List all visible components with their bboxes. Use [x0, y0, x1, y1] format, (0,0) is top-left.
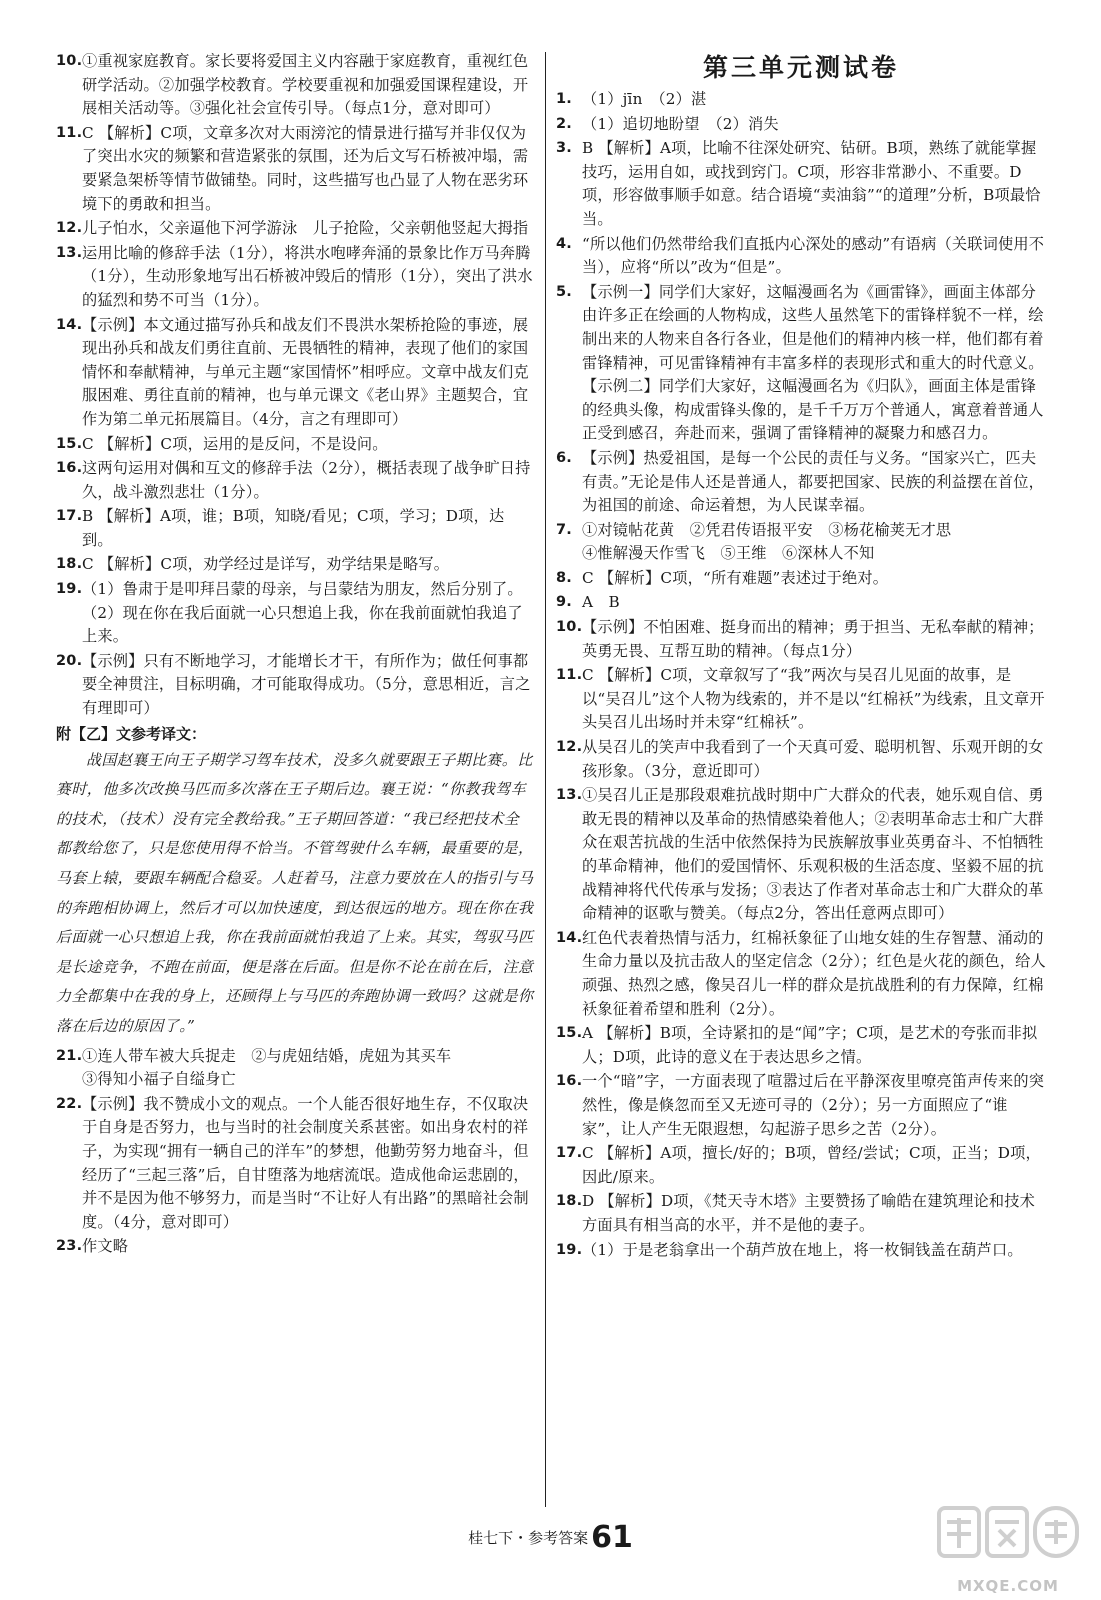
answer-number: 12.	[556, 739, 583, 756]
answer-text: ①对镜帖花黄 ②凭君传语报平安 ③杨花榆荚无才思	[582, 520, 952, 539]
answer-item	[556, 1070, 1046, 1141]
answer-text: 【示例】我不赞成小文的观点。一个人能否很好地生存，不仅取决于自身是否努力，也与当时的社会制度关系甚密。如出身农村的祥子，为实现“拥有一辆自己的洋车”的梦想，他勤劳努力地奋斗，但经历了“三起三落”后，自甘堕落为地痞流氓。造成他命运悲剧的，并不是因为他不够努力，而是当时“不让好人有出路”的黑暗社会制度。（4分，意对即可）	[82, 1094, 529, 1231]
answer-text: B 【解析】A项，比喻不往深处研究、钻研。B项，熟练了就能掌握技巧，运用自如，或找到窍门。C项，形容非常渺小、不重要。D项，形容做事顺手如意。结合语境“卖油翁”“的道理”分析，B项最恰当。	[582, 139, 1041, 228]
answer-number: 1.	[556, 91, 572, 107]
answer-item	[556, 927, 1046, 1021]
answer-text: 红色代表着热情与活力，红棉袄象征了山地女娃的生存智慧、涌动的生命力量以及抗击敌人的坚定信念（2分）；红色是火花的颜色，给人顽强、热烈之感，像吴召儿一样的群众是抗战胜利的有力保障，红棉袄象征着希望和胜利（2分）。	[582, 928, 1046, 1018]
answer-item	[556, 784, 1046, 926]
answer-item	[56, 122, 534, 216]
answer-number: 12.	[56, 220, 83, 237]
page-number: 61	[591, 1520, 633, 1555]
answer-item	[56, 217, 534, 241]
answer-text: ①吴召儿正是那段艰难抗战时期中广大群众的代表，她乐观自信、勇敢无畏的精神以及革命的热情感染着他人；②表明革命志士和广大群众在艰苦抗战的生活中依然保持为民族解放事业英勇奋斗、不怕牺牲的革命精神，他们的爱国情怀、乐观积极的生活态度、坚毅不屈的抗战精神将代代传承与发扬；③表达了作者对革命志士和广大群众的革命精神的讴歌与赞美。（每点2分，答出任意两点即可）	[582, 786, 1044, 923]
answer-item	[56, 1093, 534, 1235]
answer-text: C 【解析】C项，运用的是反问，不是设问。	[82, 434, 388, 453]
appendix-translation: 战国赵襄王向王子期学习驾车技术，没多久就要跟王子期比赛。比赛时，他多次改换马匹而多次落在王子期后边。襄王说：“你教我驾车的技术，（技术）没有完全教给我。”王子期回答道：“我已经把技术全都教给您了，只是您使用得不恰当。不管驾驶什么车辆，最重要的是，马套上辕，要跟车辆配合稳妥。人赶着马，注意力要放在人的指引与马的奔跑相协调上，然后才可以加快速度，到达很远的地方。现在你在我后面就一心只想追上我，你在我前面就怕我追了上来。其实，驾驭马匹是长途竞争，不跑在前面，便是落在后面。但是你不论在前在后，注意力全都集中在我的身上，还顾得上与马匹的奔跑协调一致吗？这就是你落在后边的原因了。”	[56, 750, 534, 1035]
answer-number: 7.	[556, 521, 572, 538]
answer-text: （1）于是老翁拿出一个葫芦放在地上，将一枚铜钱盖在葫芦口。	[582, 1240, 1023, 1259]
answer-number: 3.	[556, 140, 572, 157]
answer-number: 11.	[56, 124, 83, 141]
answer-number: 21.	[56, 1047, 83, 1064]
answer-number: 16.	[556, 1073, 583, 1090]
answer-text: 【示例一】同学们大家好，这幅漫画名为《画雷锋》，画面主体部分由许多正在绘画的人物构成，这些人虽然笔下的雷锋样貌不一样，绘制出来的人物来自各行各业，但是他们的精神内核一样，他们都有着雷锋精神，可见雷锋精神有丰富多样的表现形式和重大的时代意义。	[582, 282, 1044, 372]
answer-item	[556, 281, 1046, 446]
answer-number: 20.	[56, 652, 83, 669]
answer-text: （1）追切地盼望 （2）消失	[582, 114, 779, 133]
answer-number: 10.	[56, 53, 83, 69]
answer-text: D 【解析】D项，《梵天寺木塔》主要赞扬了喻皓在建筑理论和技术方面具有相当高的水平，并不是他的妻子。	[582, 1192, 1036, 1234]
answer-number: 4.	[556, 235, 572, 252]
answer-text: 【示例】只有不断地学习，才能增长才干，有所作为；做任何事都要全神贯注，目标明确，才可能取得成功。（5分，意思相近，言之有理即可）	[82, 651, 531, 718]
answer-item	[556, 1022, 1046, 1069]
answer-item	[556, 1239, 1046, 1263]
answer-text: 【示例】不怕困难、挺身而出的精神；勇于担当、无私奉献的精神；英勇无畏、互帮互助的精神。（每点1分）	[582, 618, 1044, 660]
answer-number: 14.	[56, 316, 83, 333]
answer-number: 16.	[56, 460, 83, 477]
answer-number: 10.	[556, 619, 583, 636]
answer-number: 9.	[556, 594, 572, 611]
answer-number: 17.	[56, 508, 83, 525]
answer-item	[556, 736, 1046, 783]
answer-text: 【示例】热爱祖国，是每一个公民的责任与义务。“国家兴亡，匹夫有责。”无论是伟人还是普通人，都要把国家、民族的利益摆在首位，为祖国的前途、命运着想，为人民谋幸福。	[582, 448, 1044, 515]
answer-text: C 【解析】C项，文章叙写了“我”两次与吴召儿见面的故事，是以“吴召儿”这个人物为线索的，并不是以“红棉袄”为线索，且文章开头吴召儿出场时并未穿“红棉袄”。	[582, 666, 1045, 732]
answer-item	[556, 1190, 1046, 1237]
answer-number: 13.	[556, 787, 583, 804]
answer-text-continued: ④惟解漫天作雪飞 ⑤王维 ⑥深林人不知	[582, 544, 875, 563]
right-column	[556, 50, 1046, 1263]
answer-number: 6.	[556, 449, 572, 466]
answer-number: 18.	[56, 556, 83, 573]
answer-item	[556, 591, 1046, 615]
answer-number: 2.	[556, 115, 572, 132]
answer-text: 一个“暗”字，一方面表现了喧嚣过后在平静深夜里嘹亮笛声传来的突然性，像是倏忽而至又无迹可寻的（2分）；另一方面照应了“谁家”，让人产生无限遐想，勾起游子思乡之苦（2分）。	[582, 1072, 1045, 1138]
answer-number: 8.	[556, 569, 572, 586]
answer-text: （1）jīn （2）湛	[582, 90, 707, 108]
answer-text: C 【解析】C项，“所有难题”表述过于绝对。	[582, 568, 889, 587]
answer-text: A 【解析】B项，全诗紧扣的是“闻”字；C项，是艺术的夸张而非拟人；D项，此诗的意义在于表达思乡之情。	[582, 1024, 1038, 1066]
answer-item	[56, 578, 534, 649]
answer-item	[556, 233, 1046, 280]
appendix-title: 附【乙】文参考译文：	[56, 724, 207, 743]
answer-text: ①重视家庭教育。家长要将爱国主义内容融于家庭教育，重视红色研学活动。②加强学校教育。学校要重视和加强爱国课程建设，开展相关活动等。③强化社会宣传引导。（每点1分，意对即可）	[82, 52, 529, 118]
answer-item	[56, 457, 534, 504]
answer-number: 15.	[56, 435, 83, 452]
answer-item	[556, 447, 1046, 518]
answer-item	[56, 505, 534, 552]
answer-text: 运用比喻的修辞手法（1分），将洪水咆哮奔涌的景象比作万马奔腾（1分），生动形象地写出石桥被冲毁后的情形（1分），突出了洪水的猛烈和势不可当（1分）。	[82, 243, 533, 309]
footer-label: 桂七下・参考答案	[468, 1529, 589, 1547]
answer-item	[56, 314, 534, 432]
answer-number: 14.	[556, 929, 583, 946]
answer-item	[556, 137, 1046, 231]
answer-item	[556, 664, 1046, 735]
answer-number: 11.	[556, 667, 583, 684]
answer-item	[56, 553, 534, 577]
answer-number: 13.	[56, 244, 83, 261]
answer-item	[556, 88, 1046, 112]
answer-item	[56, 242, 534, 313]
answer-number: 15.	[556, 1025, 583, 1042]
answer-item	[56, 1045, 534, 1092]
answer-number: 5.	[556, 283, 572, 300]
answer-text: ①连人带车被大兵捉走 ②与虎妞结婚，虎妞为其买车	[82, 1046, 452, 1065]
answer-number: 19.	[56, 581, 83, 598]
answer-number: 23.	[56, 1238, 83, 1255]
answer-item	[556, 113, 1046, 137]
answer-item	[56, 1235, 534, 1259]
watermark-text: MXQE.COM	[957, 1577, 1059, 1595]
section-title: 第三单元测试卷	[702, 53, 899, 82]
answer-text: 从吴召儿的笑声中我看到了一个天真可爱、聪明机智、乐观开朗的女孩形象。（3分，意近即可）	[582, 738, 1044, 780]
answer-text: 作文略	[82, 1237, 129, 1256]
answer-text-continued: 【示例二】同学们大家好，这幅漫画名为《归队》，画面主体是雷锋的经典头像，构成雷锋头像的，是千千万万个普通人，寓意着普通人正受到感召，奔赴而来，强调了雷锋精神的凝聚力和感召力。	[582, 377, 1044, 443]
answer-item	[56, 650, 534, 721]
watermark-logo-icon	[933, 1500, 1083, 1572]
answer-text: 这两句运用对偶和互文的修辞手法（2分），概括表现了战争旷日持久，战斗激烈悲壮（1分）。	[82, 459, 531, 501]
answer-item	[556, 616, 1046, 663]
left-column	[56, 50, 534, 1260]
answer-text: C 【解析】C项，文章多次对大雨滂沱的情景进行描写并非仅仅为了突出水灾的频繁和营造紧张的氛围，还为后文写石桥被冲塌，需要紧急架桥等情节做铺垫。同时，这些描写也凸显了人物在恶劣环境下的勇敢和担当。	[82, 123, 529, 213]
answer-text-continued: ③得知小福子自缢身亡	[82, 1070, 236, 1089]
column-divider	[545, 52, 546, 1507]
answer-number: 22.	[56, 1095, 83, 1112]
answer-item	[556, 567, 1046, 591]
answer-text: C 【解析】C项，劝学经过是详写，劝学结果是略写。	[82, 555, 450, 574]
answer-text: B 【解析】A项，谁；B项，知晓/看见；C项，学习；D项，达到。	[82, 507, 505, 549]
answer-number: 18.	[556, 1193, 583, 1210]
answer-item	[56, 50, 534, 121]
answer-item	[56, 433, 534, 457]
answer-text: 儿子怕水，父亲逼他下河学游泳 儿子抢险，父亲朝他竖起大拇指	[82, 219, 529, 238]
answer-number: 17.	[556, 1145, 583, 1162]
answer-text: （1）鲁肃于是叩拜吕蒙的母亲，与吕蒙结为朋友，然后分别了。	[82, 580, 523, 599]
answer-item	[556, 1142, 1046, 1189]
watermark-logo	[933, 1500, 1083, 1595]
answer-text: A B	[582, 593, 620, 612]
answer-text-continued: （2）现在你在我后面就一心只想追上我，你在我前面就怕我追了上来。	[82, 603, 523, 646]
answer-text: C 【解析】A项，擅长/好的；B项，曾经/尝试；C项，正当；D项，因此/原来。	[582, 1144, 1041, 1186]
answer-text: 【示例】本文通过描写孙兵和战友们不畏洪水架桥抢险的事迹，展现出孙兵和战友们勇往直前、无畏牺牲的精神，表现了他们的家国情怀和奉献精神，与单元主题“家国情怀”相呼应。文章中战友们克服困难、勇往直前的精神，也与单元课文《老山界》主题契合，宜作为第二单元拓展篇目。（4分，言之有理即可）	[82, 315, 529, 428]
answer-number: 19.	[556, 1241, 583, 1258]
answer-item	[556, 519, 1046, 566]
answer-text: “所以他们仍然带给我们直抵内心深处的感动”有语病（关联词使用不当），应将“所以”改为“但是”。	[582, 234, 1045, 277]
